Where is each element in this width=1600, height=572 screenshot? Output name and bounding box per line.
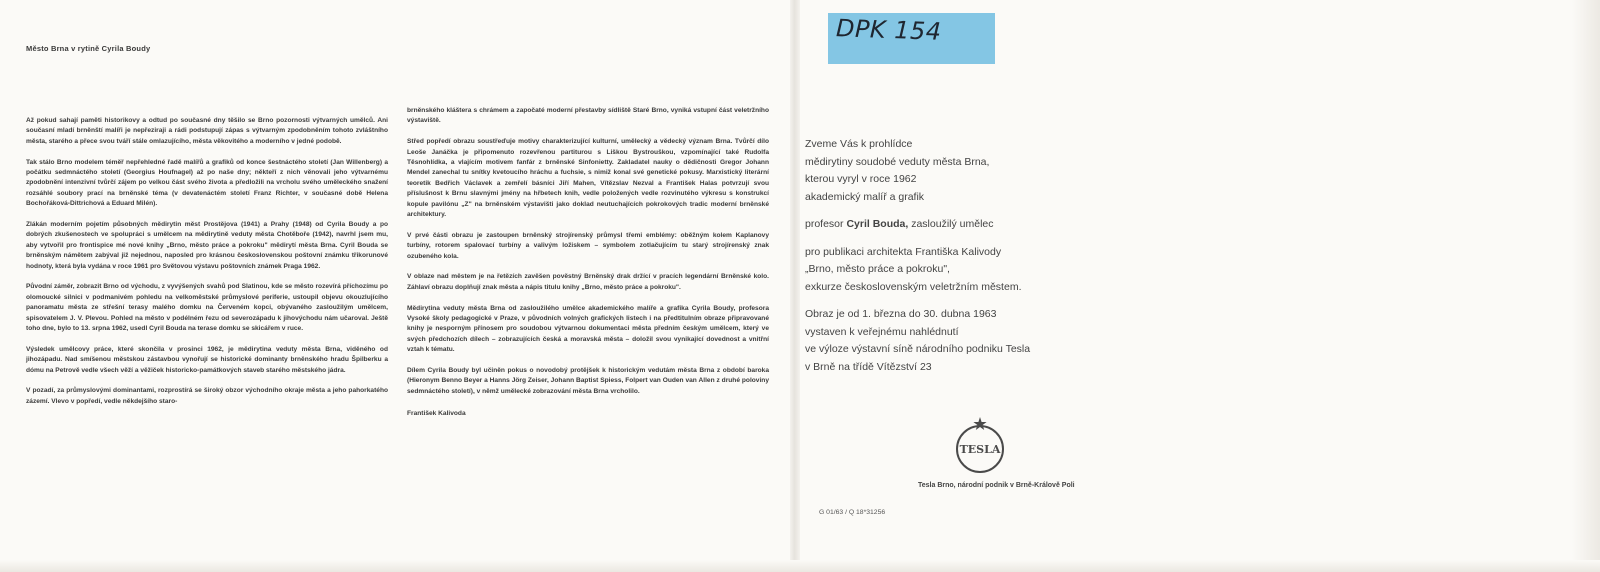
paragraph: Střed popředí obrazu soustřeďuje motivy charakterizující kulturní, umělecký a vědecký význam Brna. Tvůrčí dílo Leoše Janáčka je připomenuto rozevřenou partiturou s Liškou Bystrouškou, vzpomínající také Rudolfa Těsnohlídka, a vlajícím motivem fanfár z brněnské Sinfonietty. Zakladatel nauky o dědičnosti Gregor Johann Mendel zanechal tu snítky kvetoucího hráchu a fuchsie, s nimiž konal své genetické pokusy. Marxistický literární teoretik Bedřich Václavek a zemřelí básníci Jiří Mahen, Vítězslav Nezval a František Halas potvrzují svou příslušnost k Brnu slavnými jmény na hřbetech knih, vedle položených vedle rozvinutého výkresu s konstrukcí kopule pavilónu „Z" na brněnském výstavišti jako doklad neutuchajících pokrokových tradic moderní brněnské architektury. [407, 138, 769, 219]
paragraph: brněnského kláštera s chrámem a započaté moderní přestavby sídliště Staré Brno, vyniká vstupní část veletržního výstaviště. [407, 107, 769, 125]
print-code: G 01/63 / Q 18*31256 [819, 509, 886, 516]
invite-line: mědirytiny soudobé veduty města Brna, [805, 155, 990, 168]
archive-label-text: DPK 154 [835, 14, 943, 46]
paragraph: Původní záměr, zobrazit Brno od východu, z vyvýšených svahů pod Slatinou, kde se město rozevírá příchozímu po olomoucké silnici v podmanivém pohledu na velkoměstské průmyslové periferie, ustoupil objevu okouzlujícího panoramatu města ze střešní terasy malého domku na Červeném kopci, obývaného zasloužilým umělcem, spisovatelem J. V. Plevou. Pohled na město v podélném řezu od severozápadu k jihovýchodu nám učaroval. Ještě toho dne, bylo to 13. srpna 1962, usedl Cyril Bouda na terase domku se skicářem v ruce. [26, 283, 388, 333]
invite-line: ve výloze výstavní síně národního podniku Tesla [805, 343, 1031, 355]
paper-edge-bottom [0, 560, 1600, 572]
invite-line: exkurze československým veletržním městem. [805, 280, 1022, 293]
paragraph: Až pokud sahají paměti historikovy a odtud po současné dny těšilo se Brno pozornosti výtvarných umělců. Ani současní mladí brněnští malíři je nepřeziraji a rádi podstupují zápas s výtvarným zpodobněním tohoto zvláštního města, starého a přece svou tváří stále omlazujícího, města věkovitého a moderního v jedné podobě. [26, 117, 388, 145]
page-fold [790, 0, 800, 572]
invite-line: akademický malíř a grafik [805, 190, 925, 203]
professor-name: Cyril Bouda, [846, 218, 909, 230]
author-signature: František Kalivoda [407, 410, 466, 418]
professor-suffix: zasloužilý umělec [911, 218, 994, 230]
paragraph: Výsledek umělcovy práce, které skončila v prosinci 1962, je mědirytina veduty města Brna, viděného od jihozápadu. Nad smíšenou městskou zástavbou vynořují se historické dominanty brněnského hradu Špilberku a dómu na Petrově vedle všech věží a věžiček historicko-památkových staveb starého městského jádra. [26, 345, 388, 374]
paragraph: Dílem Cyrila Boudy byl učiněn pokus o novodobý protějšek k historickým vedutám města Brna z období baroka (Hieronym Benno Beyer a Hanns Jörg Zeiser, Johann Baptist Spiess, Folpert van Ouden van Allen z druhé poloviny sedmnáctého století), v němž umělecké zobrazování města Brna vrcholilo. [407, 367, 769, 395]
paragraph: Zlákán moderním pojetím působných mědirytin měst Prostějova (1941) a Prahy (1948) od Cyrila Boudy a po dobrých zkušenostech ve spolupráci s umělcem na mědirytině veduty města Chotěboře (1942), navrhl jsem mu, aby vytvořil pro frontispice mé nové knihy „Brno, město práce a pokroku" mědirytí města Brna. Cyril Bouda se brněnským námětem zabýval již nejednou, naposled pro krásnou československou poštovní známku třikorunové hodnoty, která byla vydána v roce 1961 pro Světovou výstavu poštovních známek Praga 1962. [26, 221, 388, 270]
invite-line: pro publikaci architekta Františka Kalivody [805, 245, 1002, 258]
text-column-2 [407, 106, 769, 430]
invite-line: vystaven k veřejnému nahlédnutí [805, 325, 959, 338]
invite-line: v Brně na třídě Vítězství 23 [805, 360, 932, 373]
tesla-logo-icon [952, 415, 1008, 475]
invite-line: Obraz je od 1. března do 30. dubna 1963 [805, 308, 997, 320]
invite-line: Zveme Vás k prohlídce [805, 138, 913, 150]
paragraph: Mědirytina veduty města Brna od zasloužilého umělce akademického malíře a grafika Cyrila Boudy, profesora Vysoké školy pedagogické v Praze, v původních volných grafických listech i na předtitulním obraze připravované knihy je nesporným přínosem pro soudobou výtvarnou dokumentaci města předním českým umělcem, který ve svých předchozích dílech – zobrazujících česká a moravská města – doložil svou vynikající dovednost a vnitřní vztah k tématu. [407, 304, 769, 354]
paragraph: V oblaze nad městem je na řetězích zavěšen pověstný Brněnský drak držící v pracích legendární Brněnské kolo. Záhlaví obrazu doplňují znak města a nápis titulu knihy „Brno, město práce a pokroku". [407, 273, 769, 291]
invite-professor-line [805, 216, 1245, 234]
paper-edge-right [1572, 0, 1600, 572]
invitation-text [805, 136, 1245, 376]
paragraph: Tak stálo Brno modelem téměř nepřehledné řadě malířů a grafiků od konce šestnáctého století (Jan Willenberg) a počátku sedmnáctého století (Georgius Houfnagel) až po naše dny; někteří z nich věnovali jeho výtvarnému zpodobnění intenzivní tvůrčí zájem po velkou část svého života a předložili na vrcholu svého uměleckého snažení rozsáhlé soubory prací na brněnské téma (v devatenáctém století Franz Richter, v současné době Helena Bochořáková-Dittrichová a Eduard Milén). [26, 158, 388, 208]
logo-lettering: TESLA [959, 443, 1001, 456]
invite-line: kterou vyryl v roce 1962 [805, 173, 917, 185]
paragraph: V prvé části obrazu je zastoupen brněnský strojírenský průmysl třemi emblémy: oběžným kolem Kaplanovy turbíny, rotorem spalovací turbíny a valivým ložiskem – symbolem zotlačujícím tu starý strojírenský znak ozubeného kola. [407, 231, 769, 260]
paragraph: V pozadí, za průmyslovými dominantami, rozprostírá se široký obzor východního okraje města a jeho pahorkatého zázemí. Vlevo v popředí, vedle někdejšího staro- [26, 387, 388, 405]
professor-prefix: profesor [805, 218, 844, 230]
left-page-title: Město Brna v rytině Cyrila Boudy [26, 44, 151, 53]
company-name: Tesla Brno, národní podnik v Brně-Králově Poli [918, 482, 1075, 489]
invite-line: „Brno, město práce a pokroku", [805, 263, 950, 275]
text-column-1 [26, 116, 388, 418]
